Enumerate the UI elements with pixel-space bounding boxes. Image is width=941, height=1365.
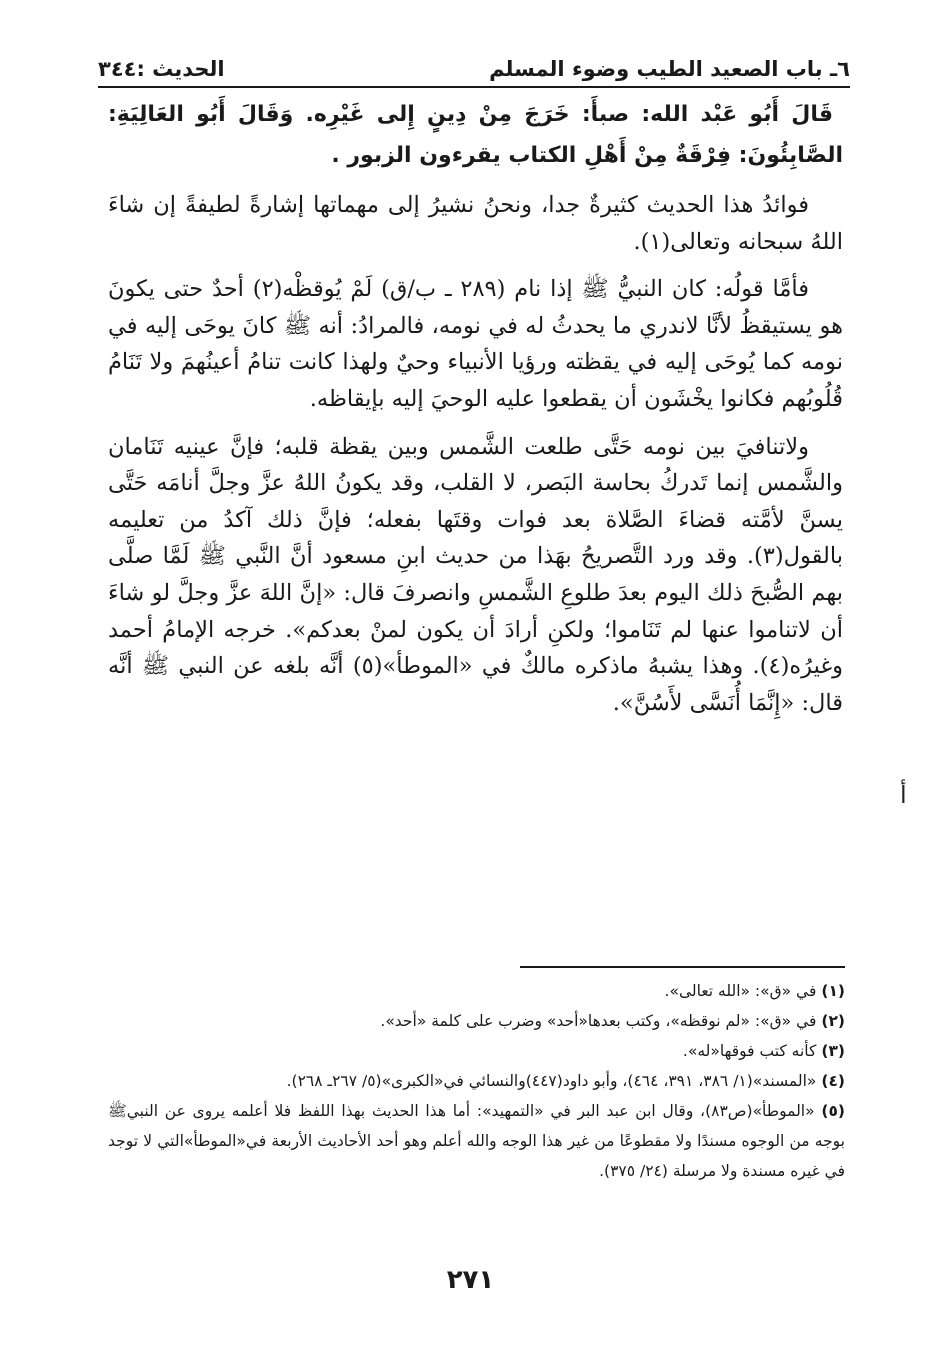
footnote-text: في «ق»: «لم نوقظه»، وكتب بعدها«أحد» وضرب على كلمة «أحد». (380, 1012, 817, 1030)
footnote-item (108, 1006, 845, 1036)
footnote-text: «المسند»(١/ ٣٨٦، ٣٩١، ٤٦٤)، وأبو داود(٤٤٧)والنسائي في«الكبرى»(٥/ ٢٦٧ـ ٢٦٨). (286, 1072, 817, 1090)
footnote-number: (١) (821, 982, 845, 1000)
header-divider (98, 86, 850, 88)
bukhari-quote-paragraph: قَالَ أَبُو عَبْد الله: صبأَ: خَرَجَ مِنْ دِينٍ إِلى غَيْرِه. وَقَالَ أَبُو العَالِيَةِ: الصَّابِئُونَ: فِرْقَةٌ مِنْ أَهْلِ الكتاب يقرءون الزبور . (108, 102, 843, 168)
page-number: ٢٧١ (446, 1265, 495, 1295)
footnote-item (108, 976, 845, 1006)
footnote-text: في «ق»: «الله تعالى». (664, 982, 817, 1000)
margin-mark: أ (900, 781, 907, 809)
footnote-text: كأنه كتب فوقها«له». (682, 1042, 817, 1060)
running-header (98, 48, 850, 84)
footnote-number: (٣) (821, 1042, 845, 1060)
footnote-item (108, 1066, 845, 1096)
commentary-paragraph-sleep: فأمَّا قولُه: كان النبيُّ ﷺ إذا نام (٢٨٩ ـ ب/ق) لَمْ يُوقظْه(٢) أحدٌ حتى يكونَ هو يستيقظُ لأنَّا لاندري ما يحدثُ له في نومه، فالمرادُ: أنه ﷺ كانَ يوحَى إليه في نومه كما يُوحَى إليه في يقظته ورؤيا الأنبياء وحيٌ ولهذا كانت تنامُ أعينُهمَ ولا تَنَامُ قُلُوبُهم فكانوا يخْشَون أن يقطعوا عليه الوحيَ إليه بإيقاظه. (108, 276, 843, 412)
footnote-item (108, 1096, 845, 1186)
footnotes (108, 976, 845, 1186)
hadith-number-label: الحديث :٣٤٤ (98, 57, 225, 81)
commentary-paragraph-no-contradiction: ولاتنافيَ بين نومه حَتَّى طلعت الشَّمس وبين يقظة قلبه؛ فإنَّ عينيه تَنَامان والشَّمس إنما تَدركُ بحاسة البَصر، لا القلب، وقد يكونُ اللهُ عزَّ وجلَّ أنامَه حَتَّى يسنَّ لأمَّته قضاءَ الصَّلاة بعد فوات وقتَها بفعله؛ فإنَّ ذلك آكدُ من تعليمه بالقول(٣). وقد ورد التَّصريحُ بهَذا من حديث ابنِ مسعود أنَّ النَّبي ﷺ لَمَّا صلَّى بهم الصُّبحَ ذلك اليوم بعدَ طلوعِ الشَّمسِ وانصرفَ قال: «إنَّ اللهَ عزَّ وجلَّ لو شاءَ أن لاتناموا عنها لم تَنَاموا؛ ولكنِ أرادَ أن يكون لمنْ بعدكم». خرجه الإمامُ أحمد وغيرُه(٤). وهذا يشبهُ ماذكره مالكٌ في «الموطأ»(٥) أنَّه بلغه عن النبي ﷺ أنَّه قال: «إِنَّمَا أُنَسَّى لأَسُنَّ». (108, 433, 843, 716)
footnote-text: «الموطأ»(ص٨٣)، وقال ابن عبد البر في «التمهيد»: أما هذا الحديث بهذا اللفظ فلا أعلمه يروى عن النبيﷺ بوجه من الوجوه مسندًا ولا مقطوعًا من غير هذا الوجه والله أعلم وهو أحد الأحاديث الأربعة في«الموطأ»التي لا توجد في غيره مسندة ولا مرسلة (٢٤/ ٣٧٥). (108, 1102, 845, 1180)
chapter-title: ٦ـ باب الصعيد الطيب وضوء المسلم (489, 57, 850, 81)
footnote-number: (٢) (821, 1012, 845, 1030)
footnote-item (108, 1036, 845, 1066)
benefits-intro-paragraph: فوائدُ هذا الحديث كثيرةٌ جدا، ونحنُ نشيرُ إلى مهماتها إشارةً لطيفةً إن شاءَ اللهُ سبحانه وتعالى(١). (108, 192, 843, 255)
main-text (108, 94, 843, 721)
footnote-number: (٤) (821, 1072, 845, 1090)
footnote-number: (٥) (821, 1102, 845, 1120)
footnote-divider (520, 966, 845, 968)
